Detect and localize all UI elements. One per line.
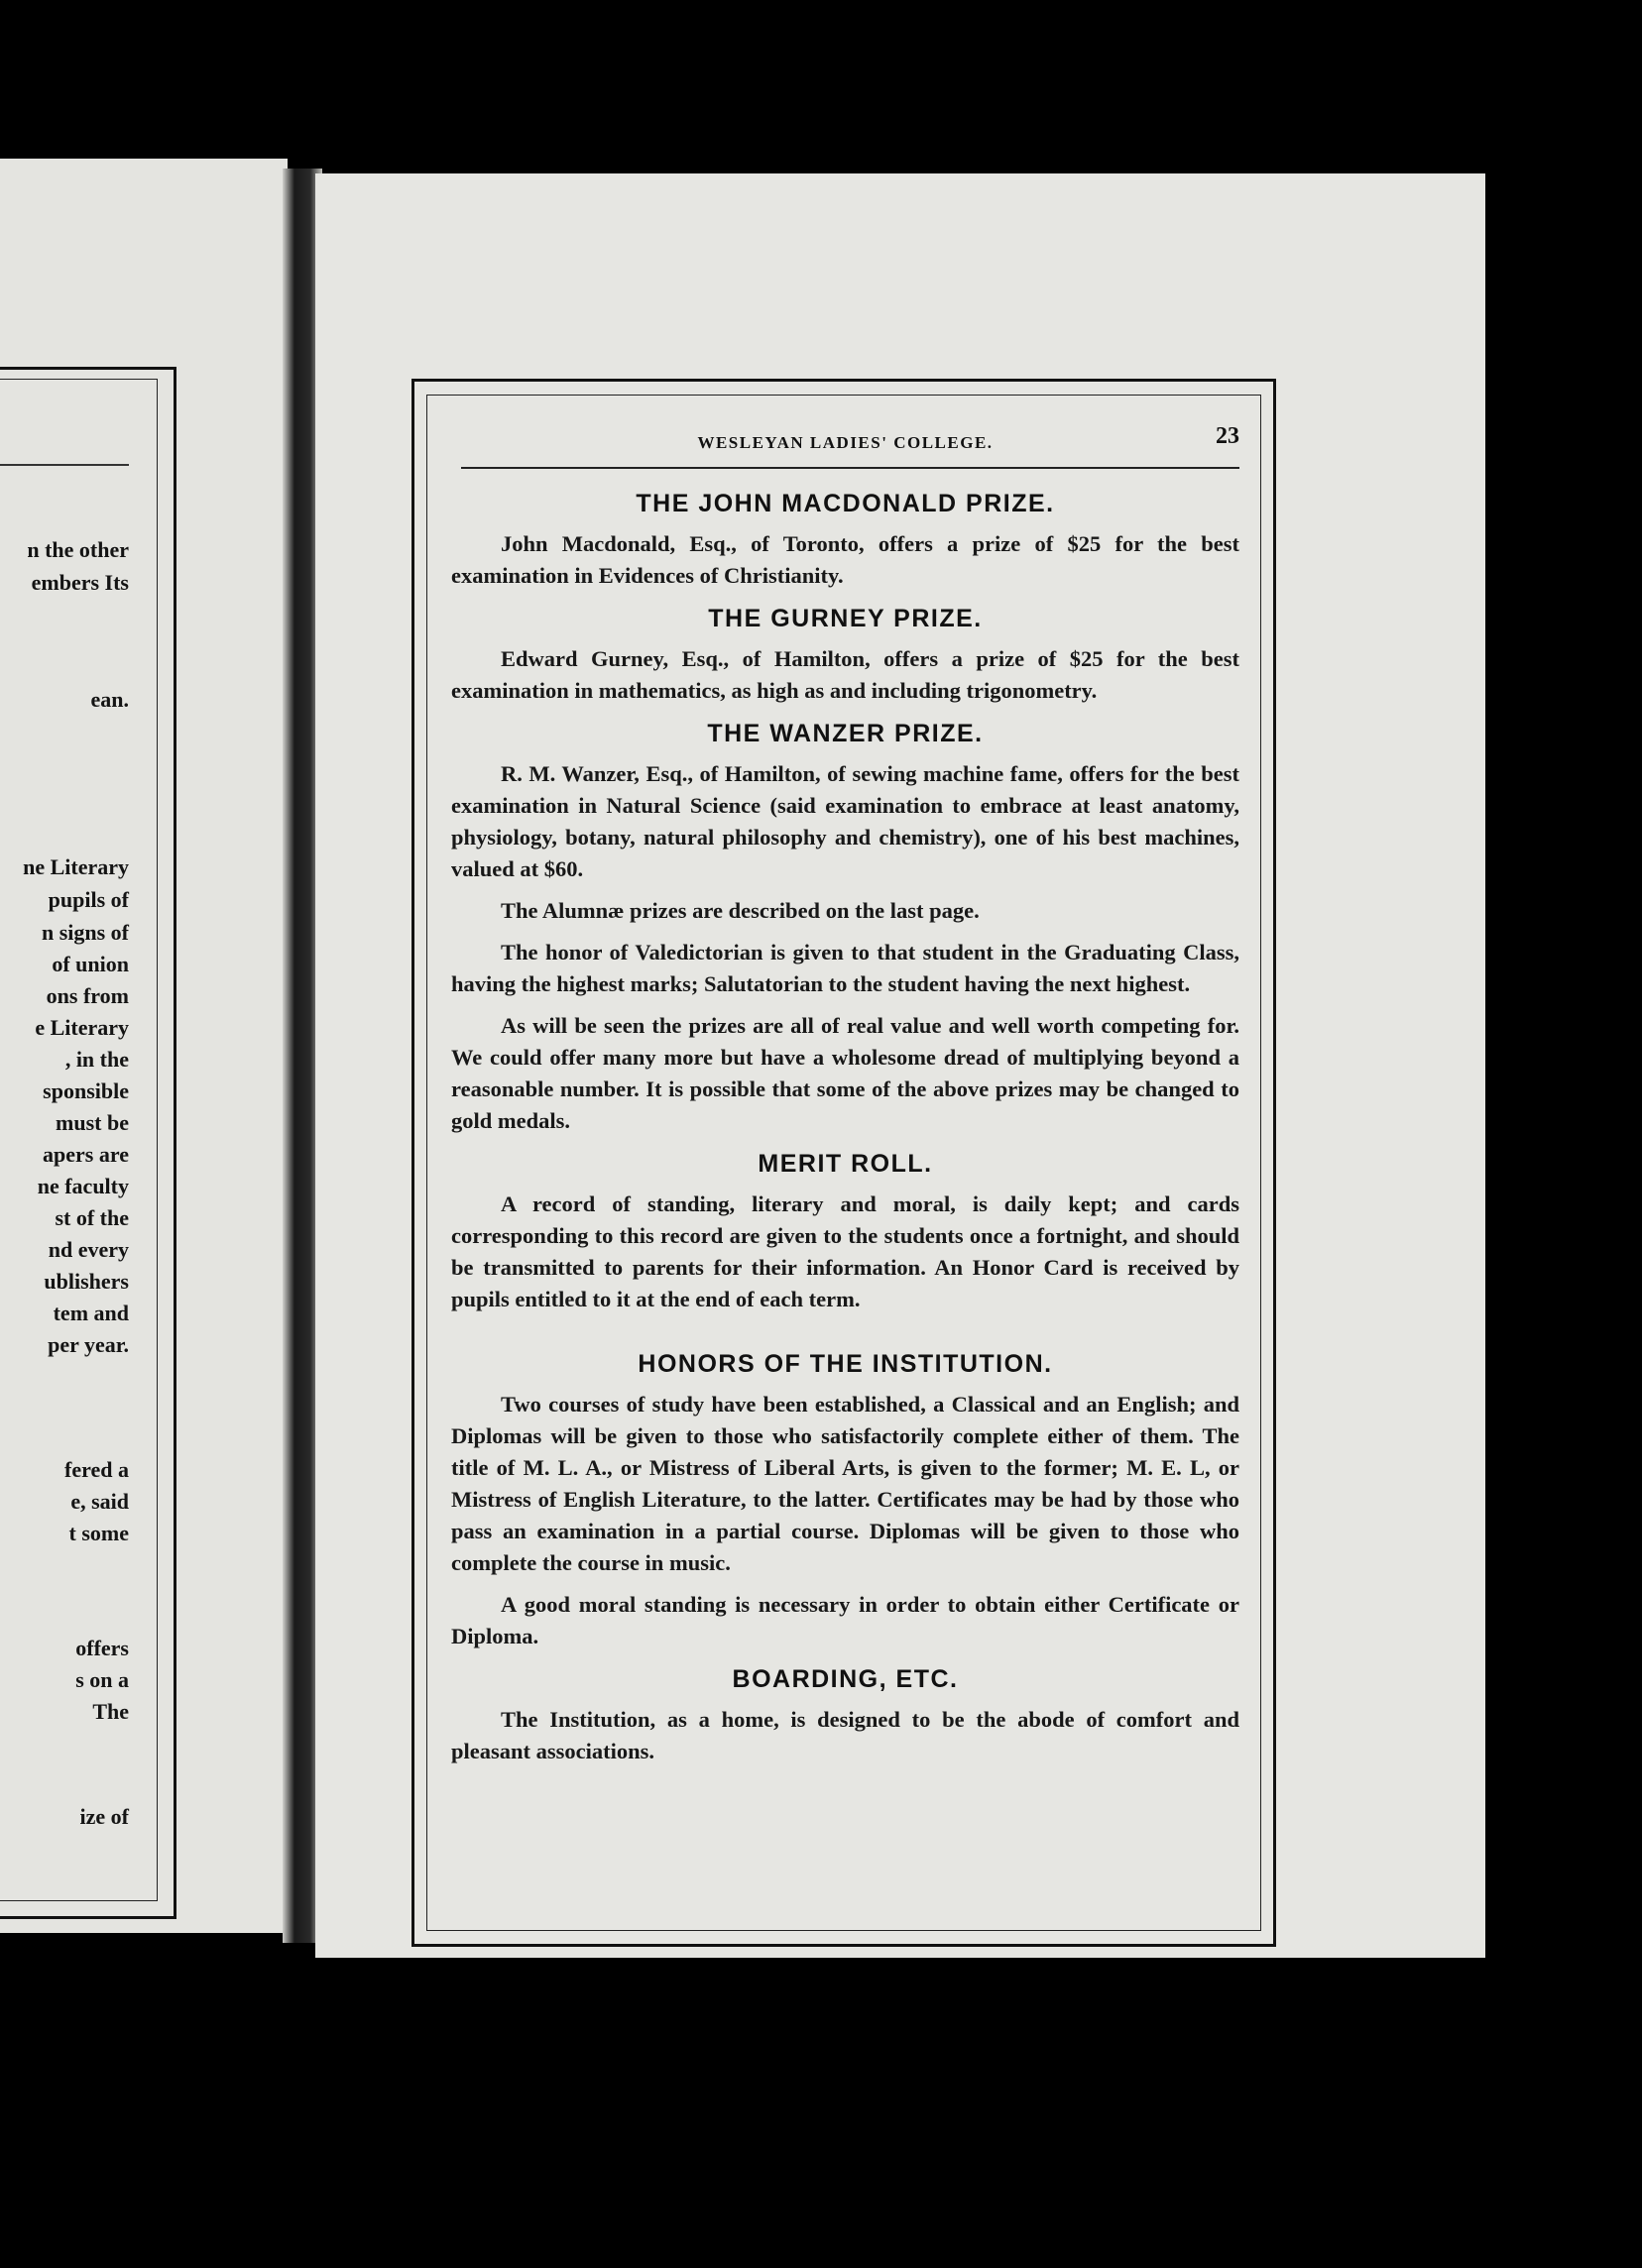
paragraph: A record of standing, literary and moral, is daily kept; and cards corresponding to this record are given to the students once a fortnight, and should be transmitted to parents for their information. An Honor Card is received by pupils entitled to it at the end of each term.	[451, 1191, 1239, 1311]
left-page-header-rule	[0, 464, 129, 466]
page-number: 23	[1216, 423, 1239, 449]
left-page-line: t some	[68, 1521, 129, 1545]
left-page-line: ons from	[46, 983, 129, 1008]
left-page-line: s on a	[75, 1667, 129, 1692]
heading-macdonald-prize: THE JOHN MACDONALD PRIZE.	[636, 490, 1055, 517]
left-page-line: ublishers	[44, 1269, 129, 1294]
heading-merit-roll: MERIT ROLL.	[758, 1150, 933, 1178]
left-facing-page	[0, 159, 288, 1933]
left-page-line: , in the	[64, 1047, 129, 1072]
page-content	[451, 421, 1239, 1777]
left-page-line: offers	[75, 1636, 129, 1660]
left-page-line: per year.	[48, 1332, 129, 1357]
heading-honors: HONORS OF THE INSTITUTION.	[638, 1350, 1053, 1378]
paragraph: John Macdonald, Esq., of Toronto, offers a prize of $25 for the best examination in Evidences of Christianity.	[451, 531, 1239, 588]
running-title: WESLEYAN LADIES' COLLEGE.	[697, 433, 994, 452]
left-page-line: ne Literary	[23, 854, 129, 879]
paragraph: As will be seen the prizes are all of real value and well worth competing for. We could offer many more but have a wholesome dread of multiplying beyond a reasonable number. It is possible that some of the above prizes may be changed to gold medals.	[451, 1013, 1239, 1133]
left-page-line: must be	[56, 1110, 129, 1135]
left-page-line: e Literary	[35, 1015, 129, 1040]
heading-gurney-prize: THE GURNEY PRIZE.	[708, 605, 983, 632]
heading-wanzer-prize: THE WANZER PRIZE.	[707, 720, 984, 747]
left-page-line: st of the	[55, 1205, 129, 1230]
left-page-line: e, said	[70, 1489, 129, 1514]
paragraph: R. M. Wanzer, Esq., of Hamilton, of sewing machine fame, offers for the best examination in Natural Science (said examination to embrace at least anatomy, physiology, botany, natural philosophy and chemistry), one of his best machines, valued at $60.	[451, 761, 1239, 881]
paragraph: The Institution, as a home, is designed to be the abode of comfort and pleasant associations.	[451, 1707, 1239, 1763]
left-page-line: of union	[52, 952, 129, 976]
header-rule	[461, 467, 1239, 469]
paragraph: The honor of Valedictorian is given to that student in the Graduating Class, having the highest marks; Salutatorian to the student having the next highest.	[451, 940, 1239, 996]
paragraph: A good moral standing is necessary in order to obtain either Certificate or Diploma.	[451, 1592, 1239, 1648]
left-page-line: fered a	[64, 1457, 129, 1482]
paragraph: Two courses of study have been established, a Classical and an English; and Diplomas will be given to those who satisfactorily complete either of them. The title of M. L. A., or Mistress of Liberal Arts, is given to the former; M. E. L, or Mistress of English Literature, to the latter. Certificates may be had by those who pass an examination in a partial course. Diplomas will be given to those who complete the course in music.	[451, 1392, 1239, 1575]
left-page-line: ne faculty	[37, 1174, 129, 1198]
paragraph: Edward Gurney, Esq., of Hamilton, offers a prize of $25 for the best examination in mathematics, as high as and including trigonometry.	[451, 646, 1239, 703]
left-page-line: n the other	[27, 537, 129, 562]
left-page-line: embers Its	[31, 570, 129, 595]
left-page-line: ize of	[79, 1804, 129, 1829]
paragraph: The Alumnæ prizes are described on the last page.	[501, 898, 980, 923]
left-page-line: tem and	[53, 1301, 129, 1325]
heading-boarding: BOARDING, ETC.	[732, 1665, 959, 1693]
left-page-line: nd every	[48, 1237, 129, 1262]
left-page-line: pupils of	[48, 887, 129, 912]
left-page-line: n signs of	[41, 920, 129, 945]
running-head	[451, 421, 1239, 457]
left-page-line: apers are	[43, 1142, 129, 1167]
left-page-line: sponsible	[43, 1078, 129, 1103]
left-page-line: The	[92, 1699, 129, 1724]
left-page-line: ean.	[90, 687, 129, 712]
